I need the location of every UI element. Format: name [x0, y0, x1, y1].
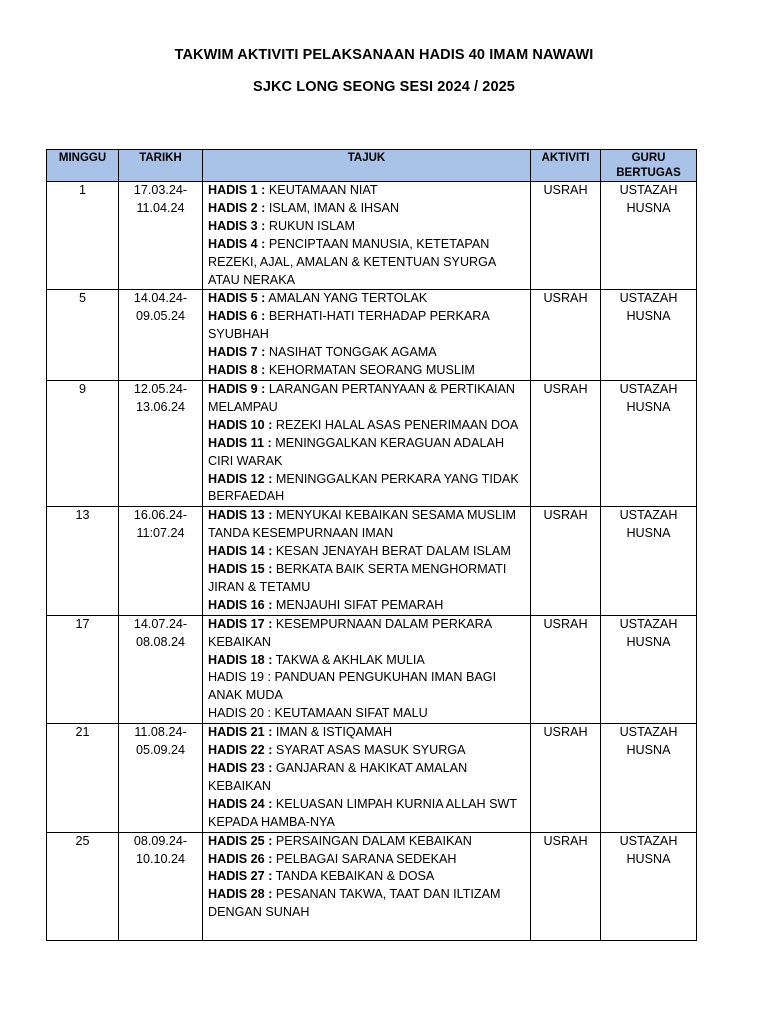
hadis-title: KESAN JENAYAH BERAT DALAM ISLAM: [272, 544, 511, 559]
table-row: [47, 380, 697, 506]
hadis-title: PESANAN TAKWA, TAAT DAN ILTIZAM DENGAN SUNAH: [208, 887, 501, 920]
hadis-label: HADIS 20 :: [208, 706, 271, 721]
header-aktiviti: AKTIVITI: [531, 150, 601, 182]
hadis-label: HADIS 15 :: [208, 562, 273, 577]
hadis-label: HADIS 14 :: [208, 544, 273, 559]
cell-tajuk: [203, 832, 531, 941]
hadis-label: HADIS 19 :: [208, 670, 271, 685]
cell-minggu: 13: [47, 507, 119, 615]
cell-guru-bertugas: USTAZAH HUSNA: [601, 832, 697, 941]
hadis-label: HADIS 18 :: [208, 652, 273, 667]
hadis-label: HADIS 5 :: [208, 291, 266, 306]
hadis-label: HADIS 9 :: [208, 381, 266, 396]
hadis-entry: [208, 543, 525, 561]
cell-minggu: 1: [47, 182, 119, 290]
hadis-label: HADIS 26 :: [208, 851, 273, 866]
hadis-label: HADIS 25 :: [208, 833, 273, 848]
cell-guru-bertugas: USTAZAH HUSNA: [601, 182, 697, 290]
hadis-label: HADIS 8 :: [208, 363, 266, 378]
cell-minggu: 5: [47, 290, 119, 381]
hadis-entry: [208, 218, 525, 236]
hadis-entry: [208, 561, 525, 597]
table-row: [47, 182, 697, 290]
header-tarikh: TARIKH: [119, 150, 203, 182]
hadis-title: PERSAINGAN DALAM KEBAIKAN: [272, 833, 472, 848]
hadis-label: HADIS 2 :: [208, 200, 266, 215]
hadis-entry: [208, 507, 525, 543]
hadis-entry: [208, 200, 525, 218]
hadis-entry: [208, 471, 525, 507]
hadis-label: HADIS 1 :: [208, 183, 266, 197]
document-title: TAKWIM AKTIVITI PELAKSANAAN HADIS 40 IMAM NAWAWI: [174, 47, 594, 63]
cell-aktiviti: USRAH: [531, 507, 601, 615]
hadis-title: LARANGAN PERTANYAAN & PERTIKAIAN MELAMPAU: [208, 381, 516, 414]
hadis-label: HADIS 7 :: [208, 345, 266, 360]
hadis-title: KESEMPURNAAN DALAM PERKARA KEBAIKAN: [208, 616, 492, 649]
cell-tarikh: 12.05.24- 13.06.24: [119, 380, 203, 506]
header-minggu: MINGGU: [47, 150, 119, 182]
hadis-title: PELBAGAI SARANA SEDEKAH: [272, 851, 457, 866]
table-row: [47, 832, 697, 941]
cell-aktiviti: USRAH: [531, 615, 601, 723]
hadis-label: HADIS 12 :: [208, 471, 273, 486]
hadis-title: PENCIPTAAN MANUSIA, KETETAPAN REZEKI, AJAL, AMALAN & KETENTUAN SYURGA ATAU NERAKA: [208, 236, 496, 287]
cell-tajuk: [203, 290, 531, 381]
hadis-title: RUKUN ISLAM: [265, 218, 355, 233]
table-header-row: [47, 150, 697, 182]
hadis-entry: [208, 742, 525, 760]
cell-minggu: 21: [47, 724, 119, 832]
cell-aktiviti: USRAH: [531, 724, 601, 832]
table-row: [47, 290, 697, 381]
hadis-label: HADIS 24 :: [208, 796, 273, 811]
hadis-label: HADIS 23 :: [208, 761, 273, 775]
table-row: [47, 507, 697, 615]
hadis-entry: [208, 760, 525, 796]
cell-guru-bertugas: USTAZAH HUSNA: [601, 507, 697, 615]
hadis-title: IMAN & ISTIQAMAH: [272, 725, 393, 740]
cell-guru-bertugas: USTAZAH HUSNA: [601, 724, 697, 832]
header-guru-bertugas: GURU BERTUGAS: [601, 150, 697, 182]
hadis-title: SYARAT ASAS MASUK SYURGA: [272, 743, 466, 758]
cell-guru-bertugas: USTAZAH HUSNA: [601, 380, 697, 506]
header-tajuk: TAJUK: [203, 150, 531, 182]
hadis-title: ISLAM, IMAN & IHSAN: [265, 200, 400, 215]
table-row: [47, 724, 697, 832]
hadis-title: AMALAN YANG TERTOLAK: [265, 291, 428, 306]
cell-aktiviti: USRAH: [531, 832, 601, 941]
hadis-entry: [208, 886, 525, 922]
cell-tarikh: 14.04.24- 09.05.24: [119, 290, 203, 381]
cell-aktiviti: USRAH: [531, 182, 601, 290]
cell-tarikh: 08.09.24- 10.10.24: [119, 832, 203, 941]
table-body: [47, 182, 697, 941]
hadis-title: NASIHAT TONGGAK AGAMA: [265, 345, 437, 360]
hadis-entry: [208, 381, 525, 417]
hadis-label: HADIS 28 :: [208, 887, 273, 902]
hadis-title: TAKWA & AKHLAK MULIA: [272, 652, 425, 667]
cell-aktiviti: USRAH: [531, 380, 601, 506]
hadis-entry: [208, 344, 525, 362]
hadis-entry: [208, 868, 525, 886]
hadis-label: HADIS 17 :: [208, 616, 273, 631]
hadis-label: HADIS 22 :: [208, 743, 273, 758]
hadis-label: HADIS 3 :: [208, 218, 266, 233]
hadis-entry: [208, 435, 525, 471]
hadis-label: HADIS 16 :: [208, 597, 273, 612]
hadis-entry: [208, 236, 525, 290]
hadis-entry: [208, 669, 525, 705]
hadis-entry: [208, 724, 525, 742]
cell-guru-bertugas: USTAZAH HUSNA: [601, 290, 697, 381]
hadis-title: MENINGGALKAN KERAGUAN ADALAH CIRI WARAK: [208, 435, 505, 468]
cell-tajuk: [203, 182, 531, 290]
hadis-label: HADIS 27 :: [208, 869, 273, 884]
hadis-title: PANDUAN PENGUKUHAN IMAN BAGI ANAK MUDA: [208, 670, 497, 703]
cell-tajuk: [203, 724, 531, 832]
hadis-title: MENINGGALKAN PERKARA YANG TIDAK BERFAEDAH: [208, 471, 519, 504]
hadis-title: KEUTAMAAN NIAT: [265, 183, 378, 197]
schedule-table: [46, 149, 697, 941]
hadis-label: HADIS 13 :: [208, 508, 273, 523]
cell-tajuk: [203, 380, 531, 506]
hadis-title: REZEKI HALAL ASAS PENERIMAAN DOA: [272, 417, 519, 432]
hadis-entry: [208, 616, 525, 652]
cell-minggu: 25: [47, 832, 119, 941]
document-subtitle: SJKC LONG SEONG SESI 2024 / 2025: [253, 79, 515, 95]
cell-tarikh: 14.07.24- 08.08.24: [119, 615, 203, 723]
hadis-label: HADIS 6 :: [208, 309, 266, 324]
table-row: [47, 615, 697, 723]
hadis-label: HADIS 10 :: [208, 417, 273, 432]
cell-tarikh: 17.03.24- 11.04.24: [119, 182, 203, 290]
cell-guru-bertugas: USTAZAH HUSNA: [601, 615, 697, 723]
hadis-entry: [208, 308, 525, 344]
hadis-entry: [208, 417, 525, 435]
hadis-label: HADIS 4 :: [208, 236, 266, 251]
hadis-title: KELUASAN LIMPAH KURNIA ALLAH SWT KEPADA HAMBA-NYA: [208, 796, 517, 829]
hadis-title: KEUTAMAAN SIFAT MALU: [271, 706, 428, 721]
hadis-label: HADIS 21 :: [208, 725, 273, 740]
hadis-entry: [208, 290, 525, 308]
cell-aktiviti: USRAH: [531, 290, 601, 381]
hadis-title: TANDA KEBAIKAN & DOSA: [272, 869, 435, 884]
hadis-title: MENJAUHI SIFAT PEMARAH: [272, 597, 444, 612]
hadis-entry: [208, 652, 525, 670]
hadis-title: BERKATA BAIK SERTA MENGHORMATI JIRAN & TETAMU: [208, 562, 507, 594]
hadis-entry: [208, 796, 525, 832]
hadis-entry: [208, 362, 525, 380]
hadis-entry: [208, 597, 525, 615]
hadis-title: GANJARAN & HAKIKAT AMALAN KEBAIKAN: [208, 761, 468, 793]
cell-tajuk: [203, 615, 531, 723]
cell-tarikh: 16.06.24- 11:07.24: [119, 507, 203, 615]
cell-tarikh: 11.08.24- 05.09.24: [119, 724, 203, 832]
hadis-entry: [208, 851, 525, 869]
hadis-title: BERHATI-HATI TERHADAP PERKARA SYUBHAH: [208, 309, 490, 342]
cell-minggu: 9: [47, 380, 119, 506]
hadis-entry: [208, 833, 525, 851]
hadis-entry: [208, 705, 525, 723]
cell-minggu: 17: [47, 615, 119, 723]
hadis-title: KEHORMATAN SEORANG MUSLIM: [265, 363, 475, 378]
hadis-title: MENYUKAI KEBAIKAN SESAMA MUSLIM TANDA KESEMPURNAAN IMAN: [208, 508, 516, 541]
cell-tajuk: [203, 507, 531, 615]
hadis-entry: [208, 182, 525, 200]
hadis-label: HADIS 11 :: [208, 435, 272, 450]
